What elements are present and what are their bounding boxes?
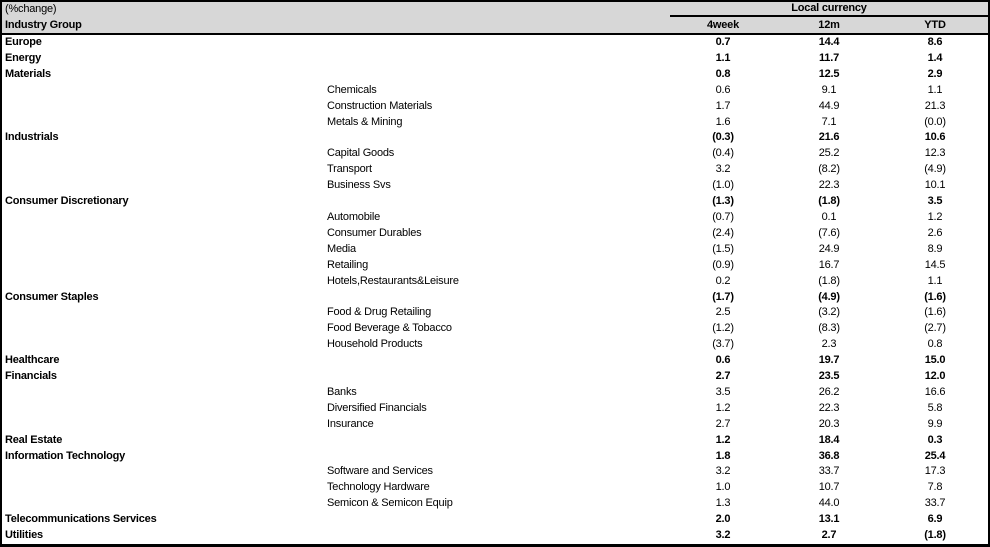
cell-12m: 18.4 bbox=[818, 433, 840, 446]
cell-12m: (7.6) bbox=[818, 226, 840, 239]
header-row-top bbox=[2, 2, 988, 17]
cell-12m: 11.7 bbox=[818, 51, 839, 64]
cell-4week: (1.3) bbox=[712, 195, 734, 208]
table-row bbox=[2, 83, 988, 99]
cell-4week: (1.0) bbox=[712, 179, 734, 192]
row-label: Chemicals bbox=[327, 83, 377, 96]
cell-12m: 16.7 bbox=[818, 258, 840, 271]
cell-ytd: (1.6) bbox=[924, 290, 946, 303]
column-header-ytd: YTD bbox=[924, 19, 946, 31]
row-label: Healthcare bbox=[5, 354, 60, 367]
table-row bbox=[2, 258, 988, 274]
table-row bbox=[2, 146, 988, 162]
table-row bbox=[2, 464, 988, 480]
row-label: Financials bbox=[5, 370, 57, 383]
row-label: Automobile bbox=[327, 210, 381, 223]
row-label: Technology Hardware bbox=[327, 481, 430, 494]
table-row bbox=[2, 321, 988, 337]
cell-12m: 20.3 bbox=[818, 417, 840, 430]
row-label: Materials bbox=[5, 67, 51, 80]
cell-4week: 0.6 bbox=[715, 83, 731, 96]
cell-ytd: 15.0 bbox=[924, 354, 946, 367]
cell-ytd: 21.3 bbox=[924, 99, 946, 112]
cell-ytd: (0.0) bbox=[924, 115, 946, 128]
table-row bbox=[2, 226, 988, 242]
cell-12m: 23.5 bbox=[818, 370, 840, 383]
row-label: Industrials bbox=[5, 131, 59, 144]
row-label: Europe bbox=[5, 36, 42, 48]
cell-4week: 1.6 bbox=[715, 115, 731, 128]
row-label: Capital Goods bbox=[327, 147, 395, 160]
cell-4week: (1.5) bbox=[712, 242, 734, 255]
cell-12m: 0.1 bbox=[821, 210, 837, 223]
cell-4week: 3.2 bbox=[715, 529, 731, 542]
table-row bbox=[2, 512, 988, 528]
cell-12m: 12.5 bbox=[818, 67, 840, 80]
cell-4week: 1.2 bbox=[715, 433, 731, 446]
cell-ytd: 33.7 bbox=[924, 497, 946, 510]
row-label: Utilities bbox=[5, 529, 43, 542]
table-row bbox=[2, 242, 988, 258]
cell-4week: (0.7) bbox=[712, 210, 734, 223]
cell-ytd: 1.2 bbox=[927, 210, 943, 223]
cell-ytd: 1.1 bbox=[927, 274, 943, 287]
table-row bbox=[2, 528, 988, 544]
row-label: Banks bbox=[327, 385, 357, 398]
row-label: Consumer Durables bbox=[327, 226, 422, 239]
row-label: Insurance bbox=[327, 417, 374, 430]
table-row bbox=[2, 210, 988, 226]
cell-ytd: (4.9) bbox=[924, 163, 946, 176]
table-row bbox=[2, 433, 988, 449]
cell-12m: 2.3 bbox=[821, 338, 837, 351]
row-label: Consumer Staples bbox=[5, 290, 99, 303]
row-label: Real Estate bbox=[5, 433, 63, 446]
cell-12m: 36.8 bbox=[818, 449, 840, 462]
cell-12m: 33.7 bbox=[818, 465, 840, 478]
cell-4week: 2.0 bbox=[715, 513, 731, 526]
cell-12m: 21.6 bbox=[818, 131, 840, 144]
cell-ytd: 1.1 bbox=[927, 83, 943, 96]
table-row bbox=[2, 35, 988, 51]
cell-4week: 2.5 bbox=[715, 306, 731, 319]
cell-12m: 9.1 bbox=[821, 83, 837, 96]
table-row bbox=[2, 401, 988, 417]
cell-12m: 10.7 bbox=[818, 481, 840, 494]
row-label: Telecommunications Services bbox=[5, 513, 157, 526]
cell-12m: (4.9) bbox=[818, 290, 840, 303]
column-header-4week: 4week bbox=[706, 19, 740, 31]
cell-ytd: 6.9 bbox=[927, 513, 943, 526]
cell-4week: 2.7 bbox=[715, 370, 731, 383]
row-label: Construction Materials bbox=[327, 99, 433, 112]
row-label: Transport bbox=[327, 163, 372, 176]
cell-ytd: 7.8 bbox=[927, 481, 943, 494]
table-row bbox=[2, 178, 988, 194]
percent-change-note: (%change) bbox=[5, 3, 57, 15]
table-body bbox=[2, 35, 988, 544]
cell-12m: (8.3) bbox=[818, 322, 840, 335]
row-label: Household Products bbox=[327, 338, 423, 351]
table-row bbox=[2, 99, 988, 115]
row-label: Diversified Financials bbox=[327, 401, 427, 414]
cell-4week: 1.8 bbox=[715, 449, 731, 462]
row-label: Media bbox=[327, 242, 356, 255]
cell-12m: 7.1 bbox=[821, 115, 837, 128]
cell-4week: 0.8 bbox=[715, 67, 731, 80]
cell-12m: 22.3 bbox=[818, 401, 840, 414]
row-label: Information Technology bbox=[5, 449, 126, 462]
cell-12m: 25.2 bbox=[818, 147, 840, 160]
cell-ytd: 8.6 bbox=[927, 36, 943, 48]
table-row bbox=[2, 51, 988, 67]
cell-12m: 13.1 bbox=[818, 513, 840, 526]
row-label: Business Svs bbox=[327, 179, 391, 192]
cell-4week: 3.5 bbox=[715, 385, 731, 398]
cell-ytd: 1.4 bbox=[927, 51, 943, 64]
cell-12m: 2.7 bbox=[821, 529, 837, 542]
cell-ytd: 12.0 bbox=[924, 370, 946, 383]
cell-ytd: 14.5 bbox=[924, 258, 946, 271]
row-label: Consumer Discretionary bbox=[5, 195, 129, 208]
cell-4week: (0.9) bbox=[712, 258, 734, 271]
cell-4week: 0.2 bbox=[715, 274, 731, 287]
table-row bbox=[2, 417, 988, 433]
cell-12m: 14.4 bbox=[818, 36, 840, 48]
row-label: Food Beverage & Tobacco bbox=[327, 322, 452, 335]
cell-ytd: 9.9 bbox=[927, 417, 943, 430]
table-row bbox=[2, 274, 988, 290]
cell-4week: (3.7) bbox=[712, 338, 734, 351]
row-label: Food & Drug Retailing bbox=[327, 306, 432, 319]
table-row bbox=[2, 130, 988, 146]
cell-12m: 24.9 bbox=[818, 242, 840, 255]
table-row bbox=[2, 480, 988, 496]
cell-4week: 1.0 bbox=[715, 481, 731, 494]
column-header-12m: 12m bbox=[818, 19, 840, 31]
cell-12m: (8.2) bbox=[818, 163, 840, 176]
cell-4week: 3.2 bbox=[715, 465, 731, 478]
cell-4week: (1.7) bbox=[712, 290, 734, 303]
row-label: Semicon & Semicon Equip bbox=[327, 497, 453, 510]
industry-group-header: Industry Group bbox=[5, 19, 82, 31]
table-row bbox=[2, 385, 988, 401]
cell-4week: 1.1 bbox=[715, 51, 731, 64]
cell-ytd: 5.8 bbox=[927, 401, 943, 414]
table-row bbox=[2, 353, 988, 369]
cell-4week: 0.7 bbox=[715, 36, 731, 48]
cell-ytd: 0.3 bbox=[927, 433, 943, 446]
table-row bbox=[2, 290, 988, 306]
cell-12m: (1.8) bbox=[818, 195, 840, 208]
table-row bbox=[2, 115, 988, 131]
cell-4week: 3.2 bbox=[715, 163, 731, 176]
cell-4week: 1.2 bbox=[715, 401, 731, 414]
row-label: Metals & Mining bbox=[327, 115, 403, 128]
cell-ytd: (1.8) bbox=[924, 529, 946, 542]
table-row bbox=[2, 369, 988, 385]
cell-4week: 0.6 bbox=[715, 354, 731, 367]
cell-ytd: 3.5 bbox=[927, 195, 943, 208]
table-row bbox=[2, 305, 988, 321]
cell-12m: (1.8) bbox=[818, 274, 840, 287]
cell-12m: 44.0 bbox=[818, 497, 840, 510]
cell-4week: (0.3) bbox=[712, 131, 734, 144]
row-label: Energy bbox=[5, 51, 42, 64]
cell-12m: 44.9 bbox=[818, 99, 840, 112]
cell-ytd: 0.8 bbox=[927, 338, 943, 351]
cell-4week: (1.2) bbox=[712, 322, 734, 335]
cell-4week: (2.4) bbox=[712, 226, 734, 239]
cell-ytd: 8.9 bbox=[927, 242, 943, 255]
cell-4week: 1.7 bbox=[715, 99, 731, 112]
cell-ytd: 12.3 bbox=[924, 147, 946, 160]
cell-ytd: 10.1 bbox=[924, 179, 946, 192]
table-row bbox=[2, 162, 988, 178]
table-row bbox=[2, 449, 988, 465]
row-label: Software and Services bbox=[327, 465, 433, 478]
table-header bbox=[2, 2, 988, 35]
header-row-columns bbox=[2, 17, 988, 33]
cell-12m: 26.2 bbox=[818, 385, 840, 398]
cell-12m: 19.7 bbox=[818, 354, 840, 367]
cell-ytd: 2.6 bbox=[927, 226, 943, 239]
cell-4week: (0.4) bbox=[712, 147, 734, 160]
cell-ytd: 25.4 bbox=[924, 449, 946, 462]
cell-4week: 1.3 bbox=[715, 497, 731, 510]
table-row bbox=[2, 194, 988, 210]
cell-ytd: 16.6 bbox=[924, 385, 946, 398]
table-row bbox=[2, 337, 988, 353]
cell-4week: 2.7 bbox=[715, 417, 731, 430]
local-currency-header: Local currency bbox=[670, 2, 988, 17]
cell-ytd: 2.9 bbox=[927, 67, 943, 80]
cell-12m: (3.2) bbox=[818, 306, 840, 319]
cell-12m: 22.3 bbox=[818, 179, 840, 192]
row-label: Retailing bbox=[327, 258, 369, 271]
table-row bbox=[2, 496, 988, 512]
cell-ytd: (1.6) bbox=[924, 306, 946, 319]
cell-ytd: 17.3 bbox=[924, 465, 946, 478]
cell-ytd: (2.7) bbox=[924, 322, 946, 335]
cell-ytd: 10.6 bbox=[924, 131, 946, 144]
row-label: Hotels,Restaurants&Leisure bbox=[327, 274, 459, 287]
table-row bbox=[2, 67, 988, 83]
